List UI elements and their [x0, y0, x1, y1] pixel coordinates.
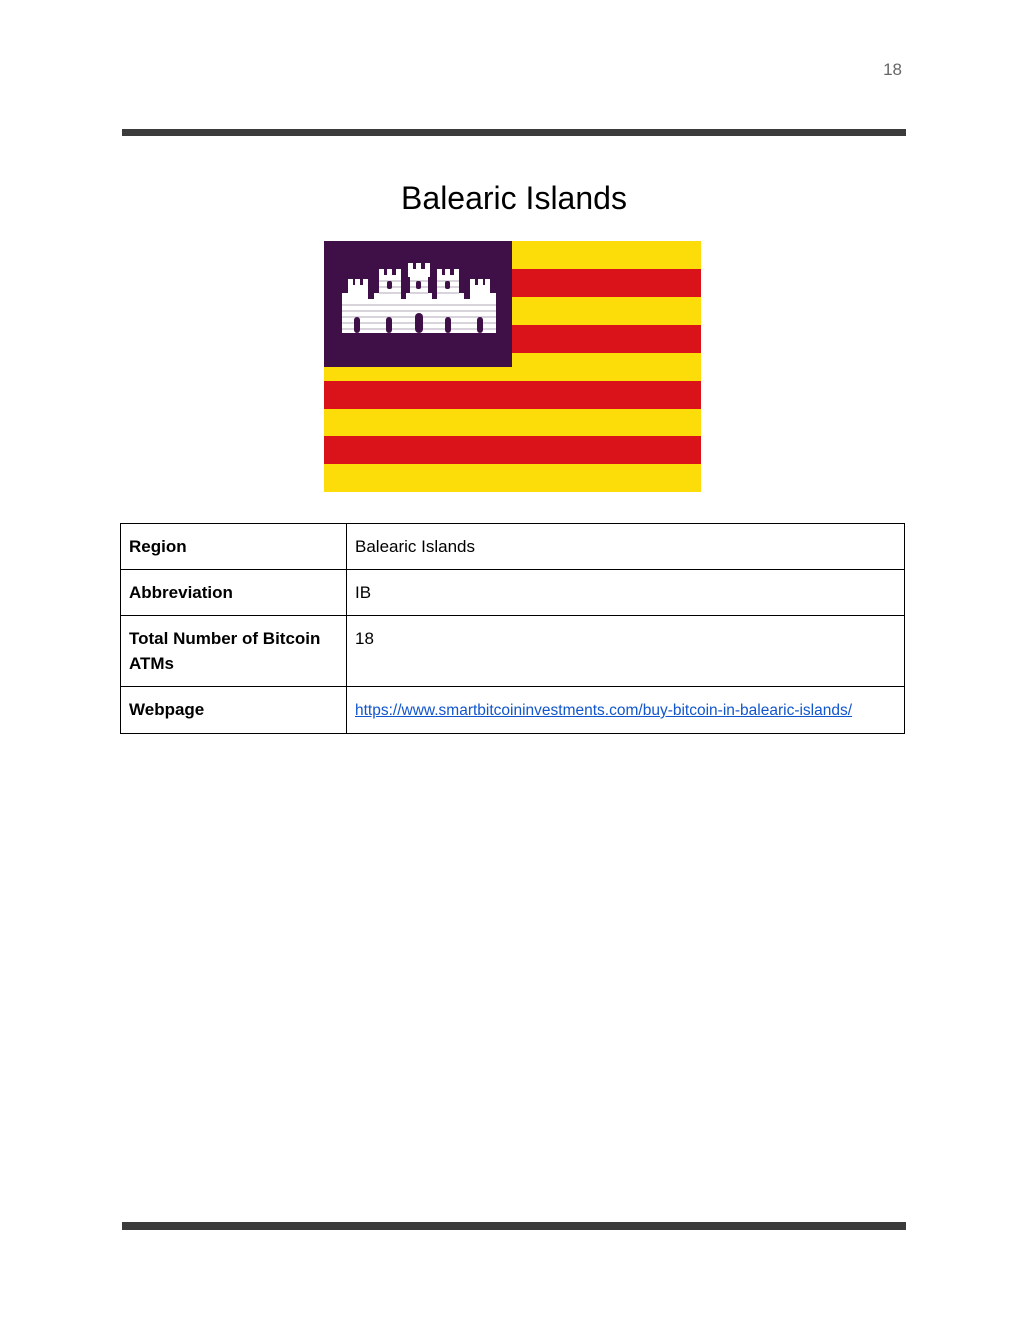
row-label-total-atms: Total Number of Bitcoin ATMs	[121, 616, 347, 687]
row-label-abbreviation: Abbreviation	[121, 570, 347, 616]
bottom-divider	[122, 1222, 906, 1230]
row-value-total-atms: 18	[347, 616, 905, 687]
row-value-abbreviation: IB	[347, 570, 905, 616]
row-value-webpage	[347, 687, 905, 734]
page-number: 18	[883, 60, 902, 79]
region-info-table	[120, 523, 905, 734]
page-title: Balearic Islands	[401, 180, 627, 216]
webpage-link[interactable]: https://www.smartbitcoininvestments.com/buy-bitcoin-in-balearic-islands/	[355, 702, 853, 719]
row-label-region: Region	[121, 524, 347, 570]
row-value-region: Balearic Islands	[347, 524, 905, 570]
balearic-flag-image	[324, 241, 701, 492]
top-divider	[122, 129, 906, 136]
row-label-webpage: Webpage	[121, 687, 347, 734]
table-row	[121, 616, 905, 687]
table-row	[121, 524, 905, 570]
table-row	[121, 687, 905, 734]
table-row	[121, 570, 905, 616]
